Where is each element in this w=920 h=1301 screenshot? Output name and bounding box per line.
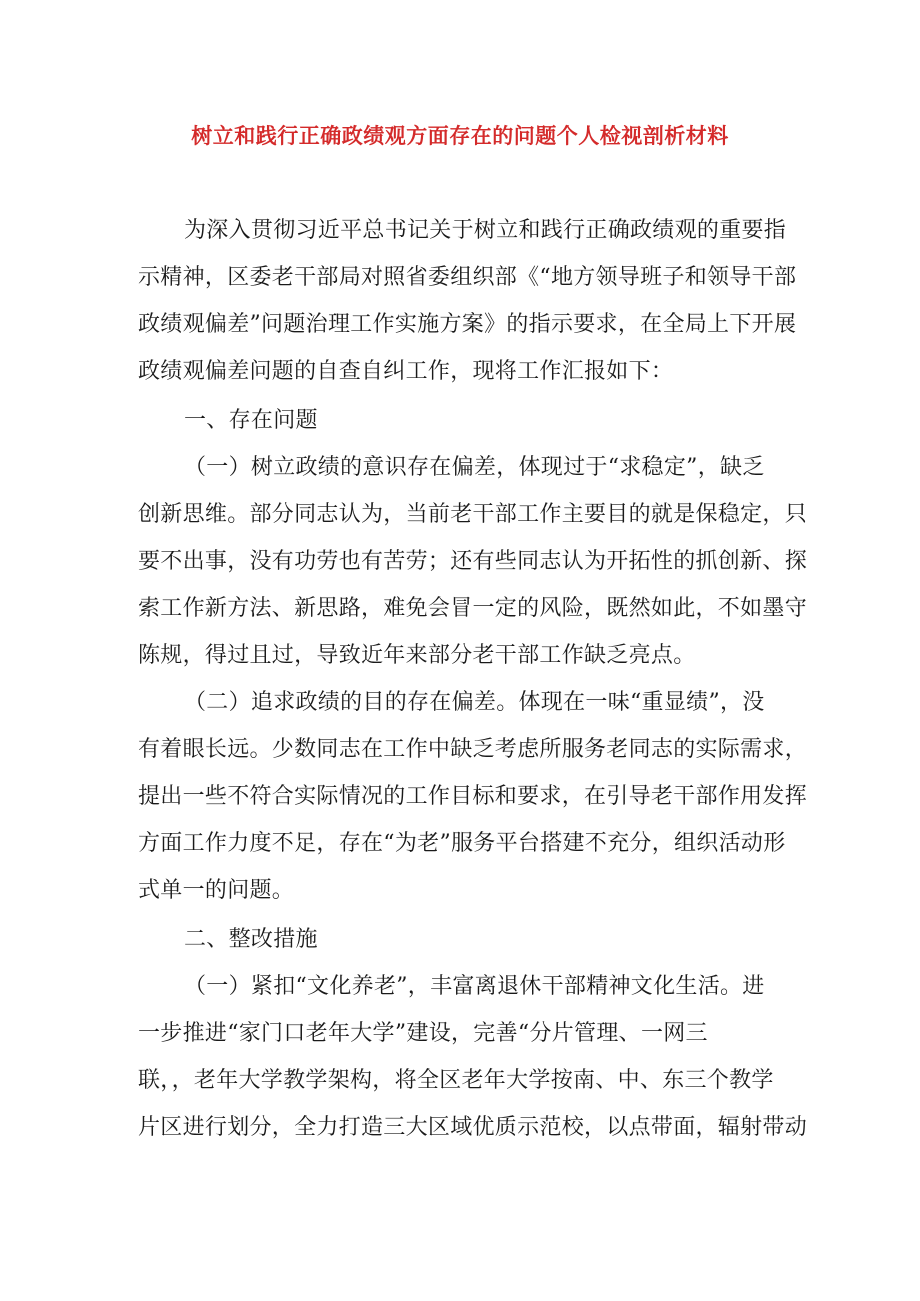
paragraph-line: 为深入贯彻习近平总书记关于树立和践行正确政绩观的重要指 [184,218,787,243]
paragraph-line: （一）紧扣“文化养老”，丰富离退休干部精神文化生活。进 [184,974,765,999]
paragraph-line: （二）追求政绩的目的存在偏差。体现在一味“重显绩”，没 [184,690,765,715]
section-heading: 二、整改措施 [184,927,318,952]
paragraph-line: 要不出事，没有功劳也有苦劳；还有些同志认为开拓性的抓创新、探 [138,549,808,574]
paragraph-line: （一）树立政绩的意识存在偏差，体现过于“求稳定”，缺乏 [184,455,765,480]
paragraph-line: 一步推进“家门口老年大学”建设，完善“分片管理、一网三 [138,1021,708,1046]
paragraph-line: 片区进行划分，全力打造三大区域优质示范校，以点带面，辐射带动 [138,1115,808,1140]
paragraph-line: 陈规，得过且过，导致近年来部分老干部工作缺乏亮点。 [138,643,696,668]
paragraph-line: 政绩观偏差问题的自查自纠工作，现将工作汇报如下： [138,359,674,384]
paragraph-line: 式单一的问题。 [138,878,295,903]
paragraph-line: 政绩观偏差”问题治理工作实施方案》的指示要求，在全局上下开展 [138,312,797,337]
paragraph-line: 示精神，区委老干部局对照省委组织部《“地方领导班子和领导干部 [138,265,797,290]
paragraph-line: 联，，老年大学教学架构，将全区老年大学按南、中、东三个教学 [138,1068,774,1093]
paragraph-line: 创新思维。部分同志认为，当前老干部工作主要目的就是保稳定，只 [138,502,808,527]
paragraph-line: 方面工作力度不足，存在“为老”服务平台搭建不充分，组织活动形 [138,831,786,856]
document-title: 树立和践行正确政绩观方面存在的问题个人检视剖析材料 [191,123,729,148]
section-heading: 一、存在问题 [184,408,318,433]
paragraph-line: 索工作新方法、新思路，难免会冒一定的风险，既然如此，不如墨守 [138,596,808,621]
paragraph-line: 有着眼长远。少数同志在工作中缺乏考虑所服务老同志的实际需求， [138,737,808,762]
paragraph-line: 提出一些不符合实际情况的工作目标和要求，在引导老干部作用发挥 [138,784,808,809]
